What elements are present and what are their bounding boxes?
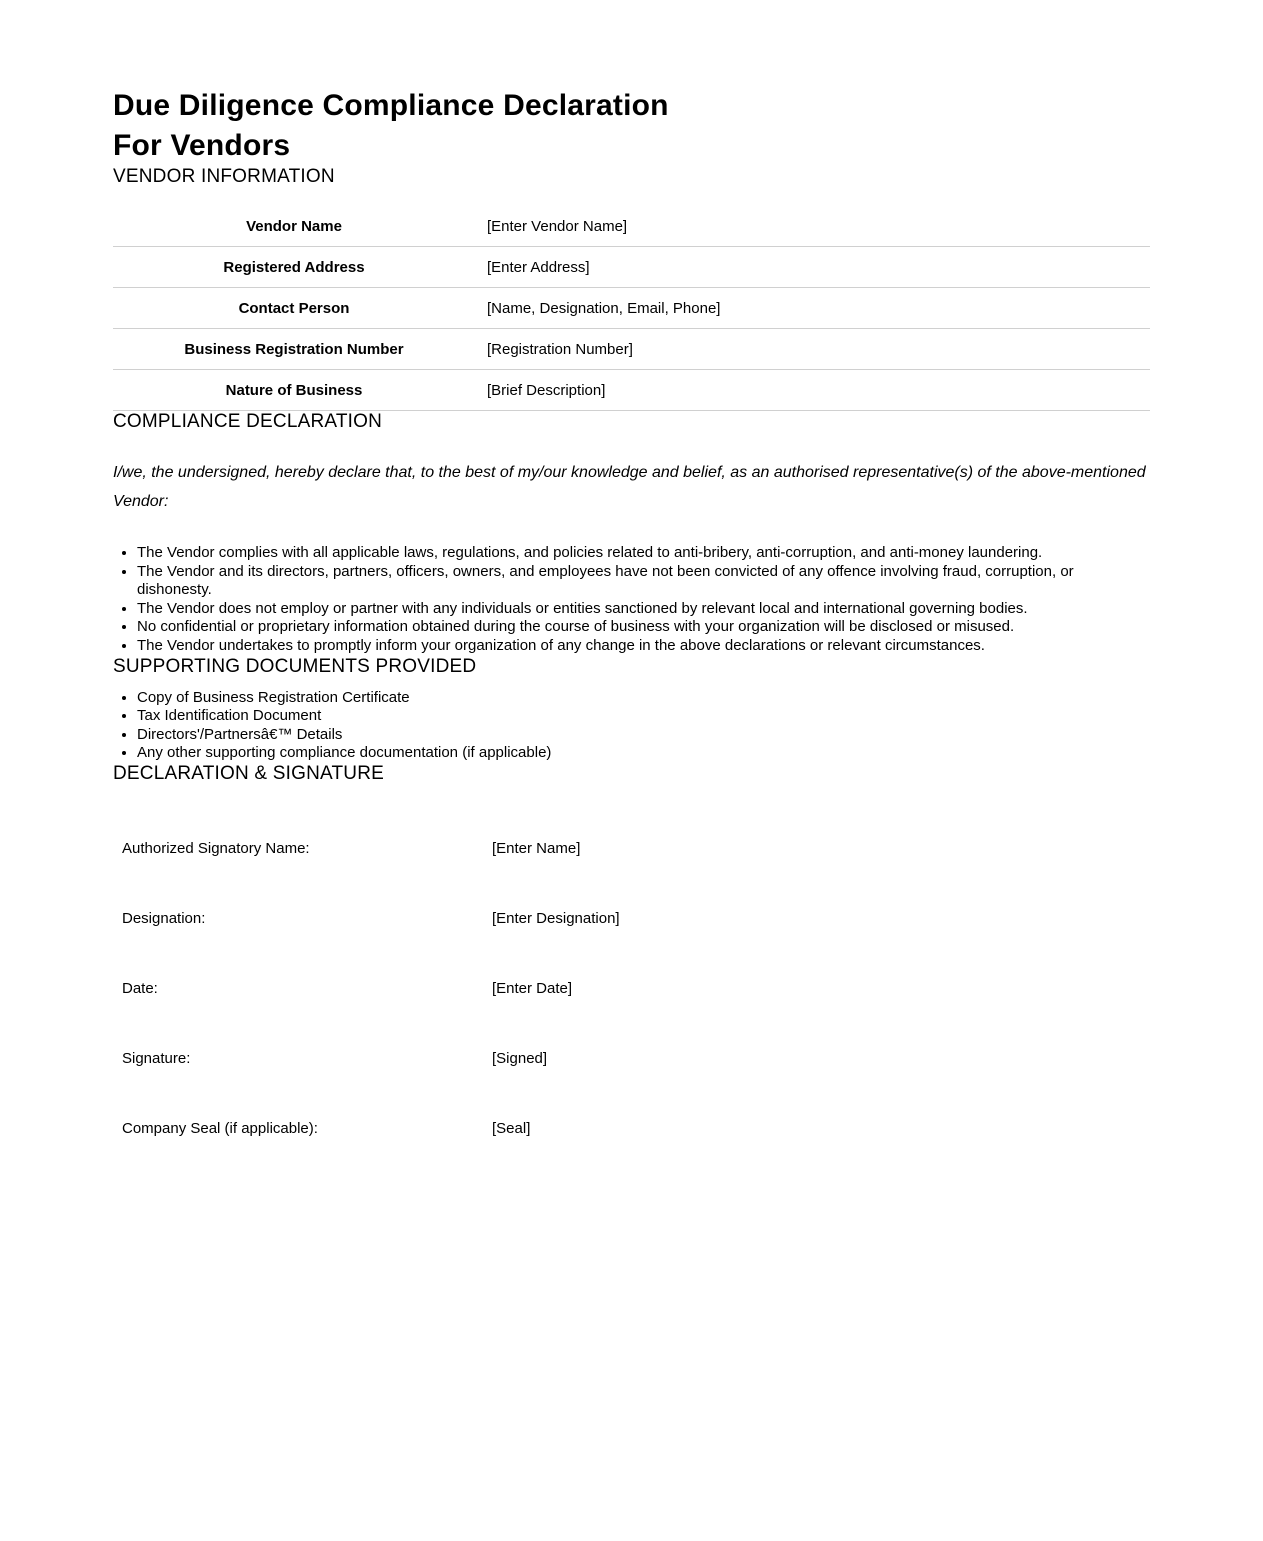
- vendor-name-label: Vendor Name: [113, 206, 475, 247]
- section-heading-supporting-documents: SUPPORTING DOCUMENTS PROVIDED: [113, 655, 477, 677]
- vendor-information-table: [113, 206, 1150, 411]
- designation-value: [Enter Designation]: [492, 909, 620, 927]
- registered-address-value: [Enter Address]: [475, 247, 1150, 288]
- contact-person-label: Contact Person: [113, 288, 475, 329]
- supporting-document-item: • Tax Identification Document: [137, 707, 1150, 726]
- vendor-name-value: [Enter Vendor Name]: [475, 206, 1150, 247]
- signature-field-row: [113, 1050, 1150, 1068]
- company-seal-value: [Seal]: [492, 1119, 531, 1137]
- signature-field-row: [113, 1120, 1150, 1138]
- business-registration-number-value: [Registration Number]: [475, 329, 1150, 370]
- date-value: [Enter Date]: [492, 979, 573, 997]
- compliance-bullet-item: • The Vendor complies with all applicable laws, regulations, and policies related to anti-bribery, anti-corruption, and anti-money laundering.: [137, 544, 1150, 563]
- declaration-intro-paragraph: I/we, the undersigned, hereby declare that, to the best of my/our knowledge and belief, as an authorised representative(s) of the above-mentioned Vendor:: [113, 464, 1146, 510]
- compliance-bullet-item: • The Vendor and its directors, partners, officers, owners, and employees have not been convicted of any offence involving fraud, corruption, or dishonesty.: [137, 563, 1150, 600]
- section-heading-vendor-information: VENDOR INFORMATION: [113, 166, 335, 187]
- authorized-signatory-name-value: [Enter Name]: [492, 839, 581, 857]
- document-title-line1: Due Diligence Compliance Declaration: [113, 89, 669, 122]
- supporting-documents-list: [113, 689, 1150, 763]
- company-seal-label: Company Seal (if applicable):: [122, 1119, 318, 1137]
- nature-of-business-value: [Brief Description]: [475, 370, 1150, 411]
- supporting-document-item: • Any other supporting compliance documentation (if applicable): [137, 744, 1150, 763]
- signature-value: [Signed]: [492, 1049, 548, 1067]
- supporting-document-item: • Directors'/Partnersâ€™ Details: [137, 726, 1150, 745]
- table-row: [113, 370, 1150, 411]
- signature-label: Signature:: [122, 1049, 191, 1067]
- supporting-document-item: • Copy of Business Registration Certificate: [137, 689, 1150, 708]
- table-row: [113, 288, 1150, 329]
- registered-address-label: Registered Address: [113, 247, 475, 288]
- date-label: Date:: [122, 979, 158, 997]
- compliance-bullet-item: • The Vendor does not employ or partner with any individuals or entities sanctioned by relevant local and international governing bodies.: [137, 600, 1150, 619]
- compliance-bullet-item: • No confidential or proprietary information obtained during the course of business with your organization will be disclosed or misused.: [137, 618, 1150, 637]
- document-title: [113, 86, 1150, 166]
- contact-person-value: [Name, Designation, Email, Phone]: [475, 288, 1150, 329]
- signature-field-row: [113, 910, 1150, 928]
- document-title-line2: For Vendors: [113, 129, 291, 162]
- authorized-signatory-name-label: Authorized Signatory Name:: [122, 839, 310, 857]
- business-registration-number-label: Business Registration Number: [113, 329, 475, 370]
- signature-field-row: [113, 980, 1150, 998]
- section-heading-compliance-declaration: COMPLIANCE DECLARATION: [113, 411, 383, 432]
- table-row: [113, 329, 1150, 370]
- signature-field-row: [113, 840, 1150, 858]
- table-row: [113, 206, 1150, 247]
- compliance-bullet-item: • The Vendor undertakes to promptly inform your organization of any change in the above declarations or relevant circumstances.: [137, 637, 1150, 656]
- designation-label: Designation:: [122, 909, 206, 927]
- section-heading-declaration-signature: DECLARATION & SIGNATURE: [113, 762, 384, 784]
- compliance-bullet-list: [113, 544, 1150, 656]
- table-row: [113, 247, 1150, 288]
- nature-of-business-label: Nature of Business: [113, 370, 475, 411]
